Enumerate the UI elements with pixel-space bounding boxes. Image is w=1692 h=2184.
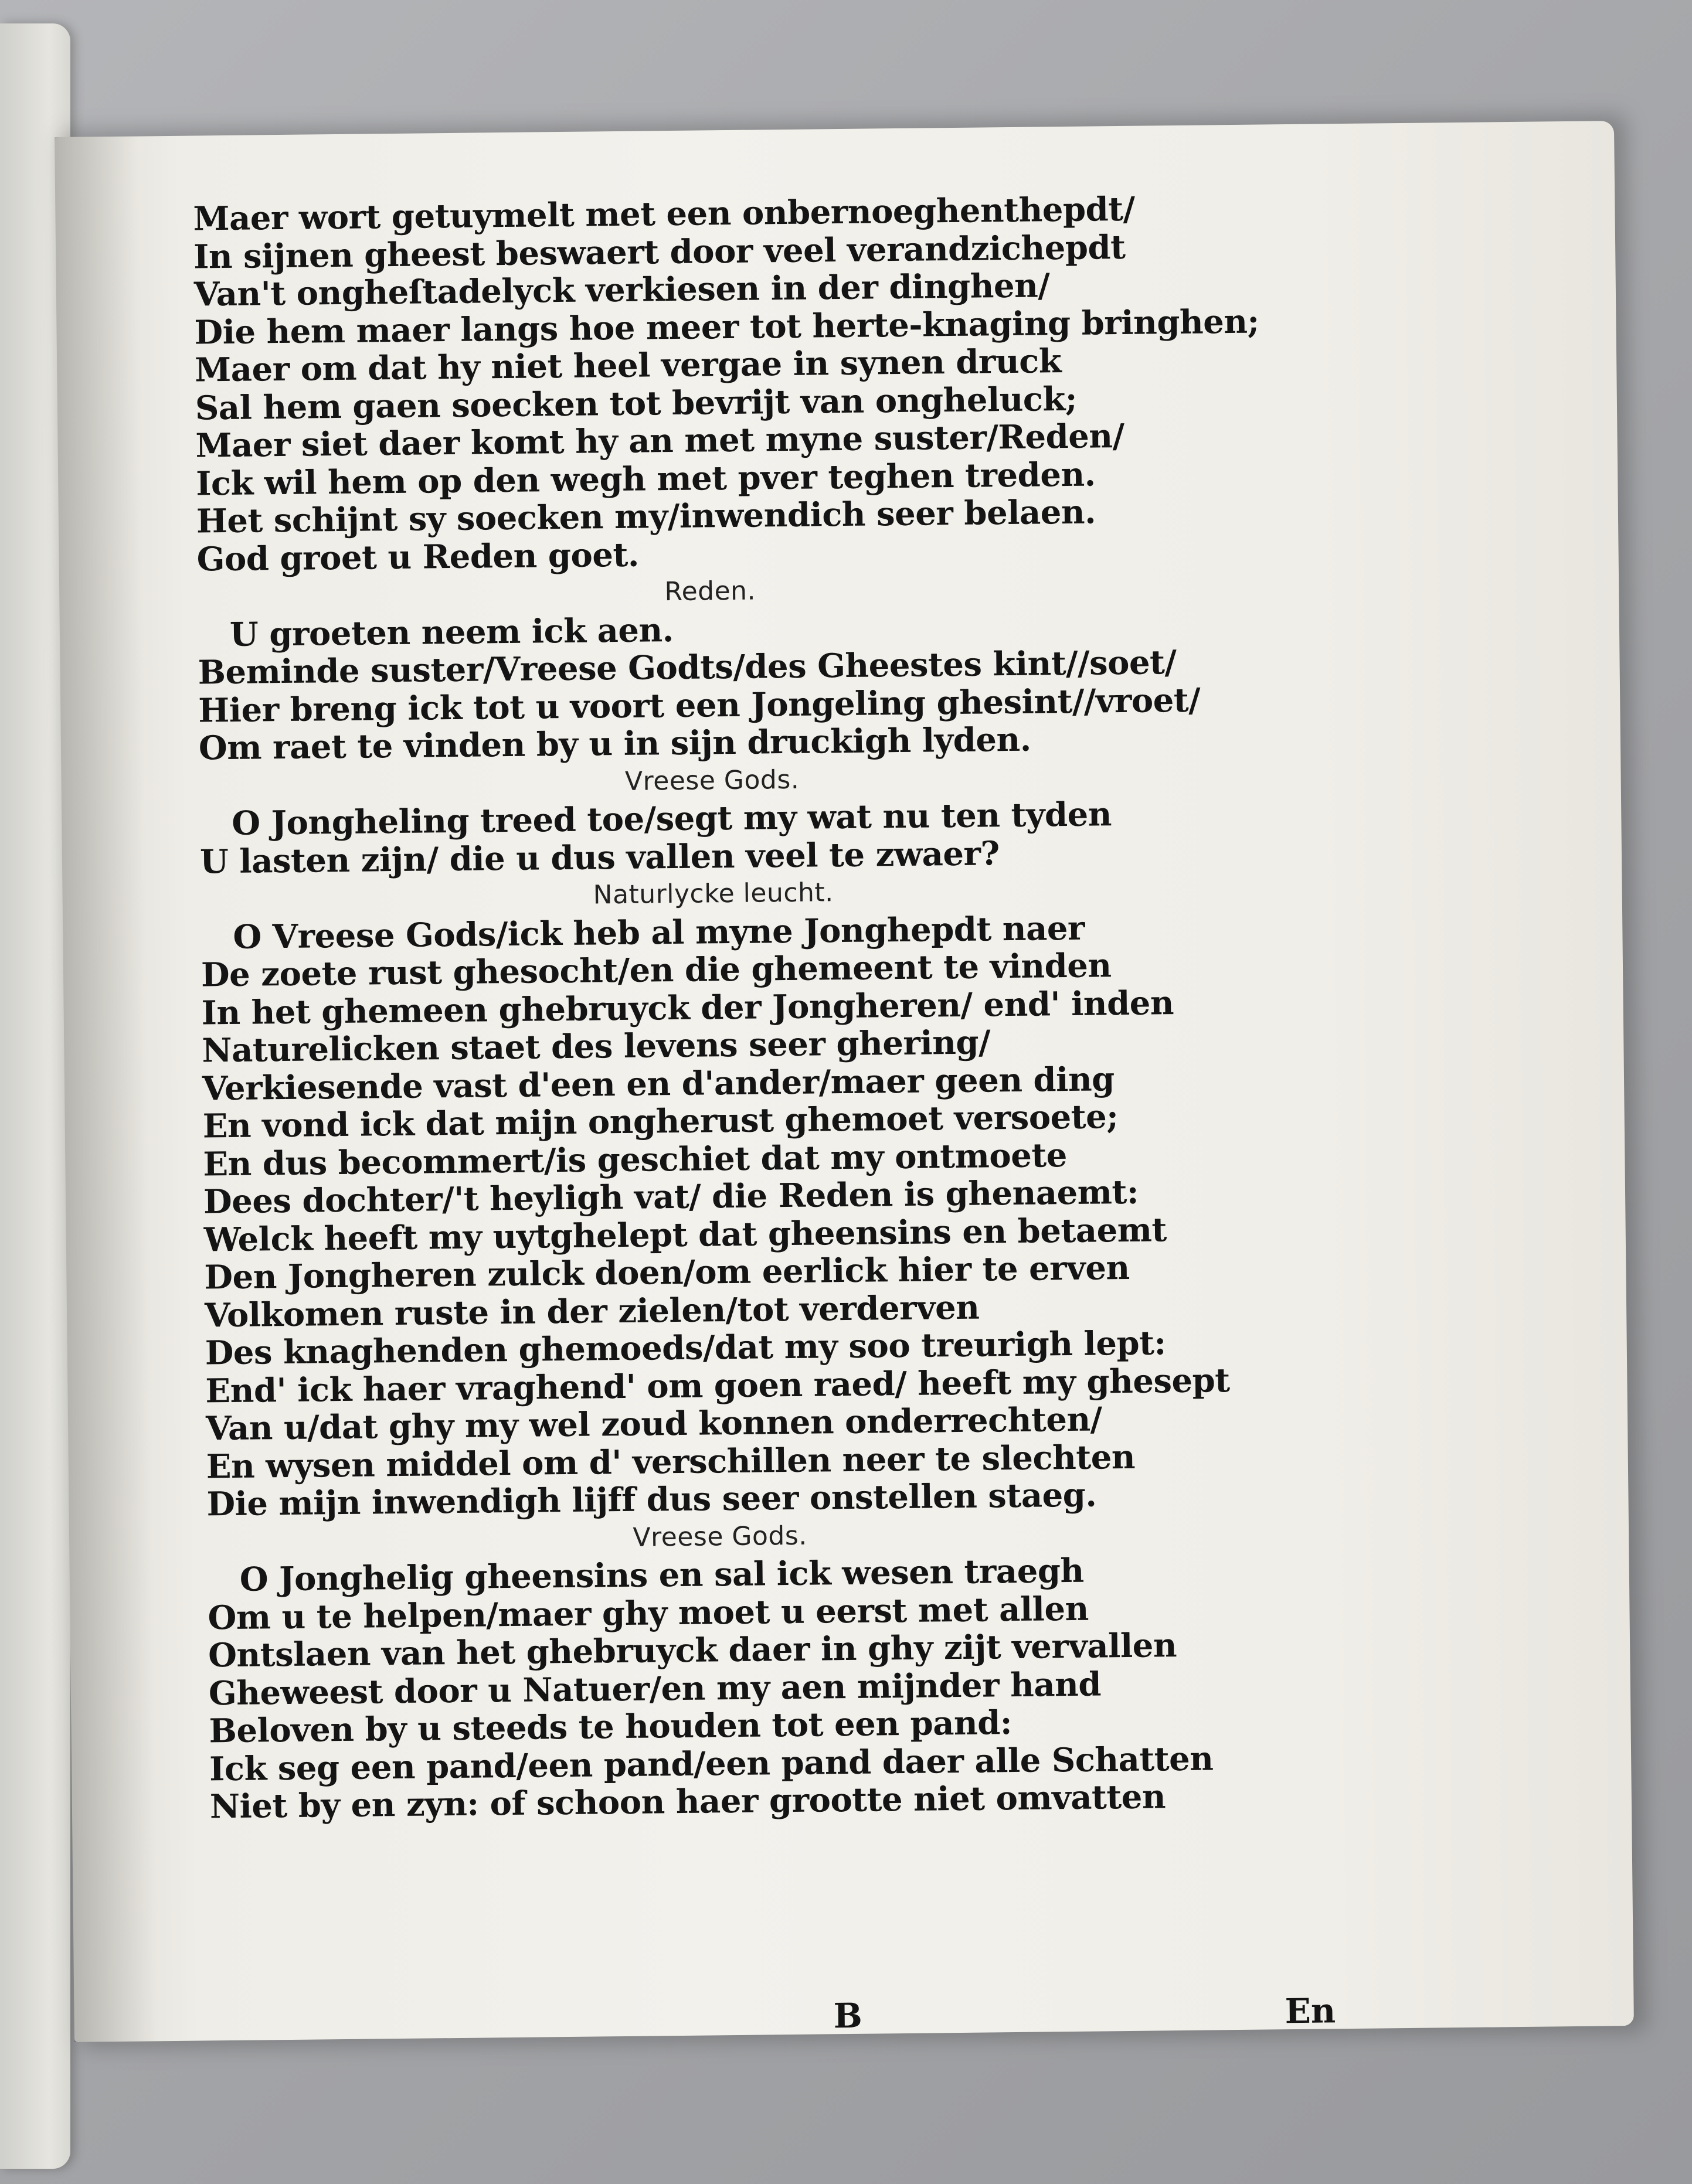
verse-line: Ick seg een pand/een pand/een pand daer alle Schatten (209, 1739, 1214, 1788)
verse-line: U groeten neem ick aen. (229, 610, 674, 654)
verse-line: Maer om dat hy niet heel vergae in synen druck (194, 342, 1062, 390)
speaker-heading: Vreese Gods. (624, 764, 800, 797)
verse-line: Des knaghenden ghemoeds/dat my soo treurigh lept: (205, 1324, 1166, 1373)
verse-line: In sijnen gheest beswaert door veel verandzichepdt (193, 227, 1126, 277)
printed-page (55, 121, 1634, 2042)
speaker-heading: Reden. (664, 576, 756, 607)
verse-line: Om u te helpen/maer ghy moet u eerst met allen (208, 1589, 1089, 1637)
speaker-heading: Vreese Gods. (633, 1520, 807, 1553)
verse-line: Beloven by u steeds te houden tot een pand: (209, 1703, 1013, 1751)
verse-line: Gheweest door u Natuer/en my aen mijnder hand (208, 1664, 1102, 1713)
verse-line: Naturelicken staet des levens seer ghering/ (202, 1023, 991, 1070)
verse-line: O Vreese Gods/ick heb al myne Jonghepdt naer (233, 909, 1085, 957)
verse-line: Niet by en zyn: of schoon haer grootte niet omvatten (209, 1777, 1166, 1826)
verse-line: End' ick haer vraghend' om goen raed/ heeft my ghesept (205, 1360, 1230, 1410)
verse-line: Dees dochter/'t heyligh vat/ die Reden is ghenaemt: (203, 1172, 1139, 1222)
verse-line: En vond ick dat mijn ongherust ghemoet versoete; (202, 1097, 1119, 1146)
verse-line: Beminde suster/Vreese Godts/des Gheestes kint//soet/ (198, 643, 1177, 692)
verse-line: Sal hem gaen soecken tot bevrijt van ongheluck; (195, 379, 1078, 428)
verse-line: De zoete rust ghesocht/en die ghemeent te vinden (201, 946, 1112, 995)
verse-line: O Jonghelig gheensins en sal ick wesen traegh (239, 1551, 1084, 1599)
verse-line: Het schijnt sy soecken my/inwendich seer belaen. (196, 492, 1096, 541)
verse-line: Verkiesende vast d'een en d'ander/maer geen ding (202, 1059, 1115, 1108)
verse-line: Welck heeft my uytghelept dat gheensins en betaemt (203, 1210, 1167, 1259)
verse-line: Van u/dat ghy my wel zoud konnen onderrechten/ (205, 1400, 1102, 1448)
verse-line: In het ghemeen ghebruyck der Jongheren/ end' inden (201, 983, 1174, 1032)
catchword: En (1285, 1991, 1336, 2032)
verse-line: Ontslaen van het ghebruyck daer in ghy zijt vervallen (208, 1626, 1177, 1675)
verse-line: Maer siet daer komt hy an met myne suster/Reden/ (195, 416, 1124, 465)
signature-mark: B (833, 1995, 863, 2036)
verse-line: Den Jongheren zulck doen/om eerlick hier te erven (204, 1248, 1130, 1297)
verse-line: God groet u Reden goet. (196, 535, 640, 579)
verse-line: Maer wort getuymelt met een onbernoeghenthepdt/ (193, 189, 1135, 239)
verse-line: Om raet te vinden by u in sijn druckigh lyden. (198, 720, 1031, 768)
verse-line: Hier breng ick tot u voort een Jongeling ghesint//vroet/ (198, 681, 1201, 730)
verse-line: En dus becommert/is geschiet dat my ontmoete (203, 1135, 1068, 1183)
verse-line: Volkomen ruste in der zielen/tot verderven (204, 1288, 980, 1335)
verse-line: Ick wil hem op den wegh met pver teghen treden. (195, 454, 1096, 504)
verse-line: O Jongheling treed toe/segt my wat nu ten tyden (231, 795, 1112, 843)
verse-line: Die mijn inwendigh lijff dus seer onstellen staeg. (206, 1475, 1097, 1524)
verse-line: Van't ongheſtadelyck verkiesen in der dinghen/ (193, 266, 1050, 314)
verse-text-block (193, 189, 1259, 1826)
verse-line: U lasten zijn/ die u dus vallen veel te zwaer? (199, 834, 1000, 881)
speaker-heading: Naturlycke leucht. (593, 877, 834, 910)
verse-line: Die hem maer langs hoe meer tot herte-knaging bringhen; (194, 302, 1259, 352)
verse-line: En wysen middel om d' verschillen neer te slechten (206, 1437, 1136, 1486)
